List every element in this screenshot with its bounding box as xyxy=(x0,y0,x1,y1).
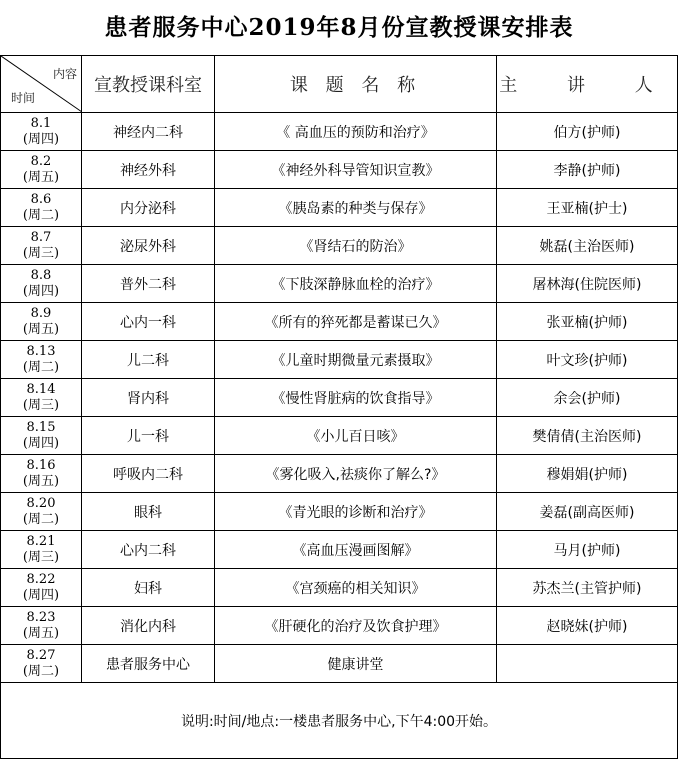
department-cell: 眼科 xyxy=(82,493,215,531)
date-cell xyxy=(1,303,82,341)
topic-cell: 《高血压漫画图解》 xyxy=(215,531,497,569)
department-cell: 妇科 xyxy=(82,569,215,607)
weekday-value: (周四) xyxy=(22,283,60,299)
speaker-cell: 屠林海(住院医师) xyxy=(497,265,678,303)
date-value: 8.27 xyxy=(26,647,56,663)
date-value: 8.8 xyxy=(30,267,52,283)
weekday-value: (周五) xyxy=(22,321,60,337)
weekday-value: (周三) xyxy=(22,245,60,261)
topic-cell: 《所有的猝死都是蓄谋已久》 xyxy=(215,303,497,341)
table-row xyxy=(1,455,678,493)
department-cell: 儿一科 xyxy=(82,417,215,455)
date-value: 8.16 xyxy=(26,457,56,473)
weekday-value: (周五) xyxy=(22,473,60,489)
weekday-value: (周二) xyxy=(22,359,60,375)
speaker-cell: 赵晓妹(护师) xyxy=(497,607,678,645)
date-cell xyxy=(1,493,82,531)
weekday-value: (周五) xyxy=(22,625,60,641)
weekday-value: (周四) xyxy=(22,435,60,451)
date-value: 8.23 xyxy=(26,609,56,625)
department-header: 宣教授课科室 xyxy=(82,56,215,113)
topic-cell: 《神经外科导管知识宣教》 xyxy=(215,151,497,189)
department-cell: 呼吸内二科 xyxy=(82,455,215,493)
date-cell xyxy=(1,455,82,493)
date-value: 8.14 xyxy=(26,381,56,397)
speaker-cell: 姚磊(主治医师) xyxy=(497,227,678,265)
topic-cell: 健康讲堂 xyxy=(215,645,497,683)
header-row xyxy=(1,56,678,113)
date-cell xyxy=(1,607,82,645)
department-cell: 患者服务中心 xyxy=(82,645,215,683)
speaker-cell: 穆娟娟(护师) xyxy=(497,455,678,493)
department-cell: 心内二科 xyxy=(82,531,215,569)
date-value: 8.2 xyxy=(30,153,52,169)
date-cell xyxy=(1,417,82,455)
department-cell: 心内一科 xyxy=(82,303,215,341)
speaker-cell: 樊倩倩(主治医师) xyxy=(497,417,678,455)
topic-header: 课 题 名 称 xyxy=(215,56,497,113)
weekday-value: (周四) xyxy=(22,587,60,603)
date-value: 8.21 xyxy=(26,533,56,549)
table-row xyxy=(1,531,678,569)
weekday-value: (周四) xyxy=(22,131,60,147)
topic-cell: 《胰岛素的种类与保存》 xyxy=(215,189,497,227)
table-row xyxy=(1,113,678,151)
department-cell: 普外二科 xyxy=(82,265,215,303)
speaker-cell: 苏杰兰(主管护师) xyxy=(497,569,678,607)
date-cell xyxy=(1,645,82,683)
topic-cell: 《下肢深静脉血栓的治疗》 xyxy=(215,265,497,303)
date-value: 8.7 xyxy=(30,229,52,245)
table-row xyxy=(1,151,678,189)
speaker-cell: 马月(护师) xyxy=(497,531,678,569)
date-cell xyxy=(1,113,82,151)
date-cell xyxy=(1,227,82,265)
date-value: 8.6 xyxy=(30,191,52,207)
speaker-cell: 李静(护师) xyxy=(497,151,678,189)
schedule-table xyxy=(0,55,678,759)
department-cell: 神经内二科 xyxy=(82,113,215,151)
topic-cell: 《 高血压的预防和治疗》 xyxy=(215,113,497,151)
speaker-cell: 张亚楠(护师) xyxy=(497,303,678,341)
table-row xyxy=(1,189,678,227)
corner-time-label: 时间 xyxy=(11,91,36,105)
speaker-cell: 叶文珍(护师) xyxy=(497,341,678,379)
date-value: 8.20 xyxy=(26,495,56,511)
table-row xyxy=(1,645,678,683)
topic-cell: 《儿童时期微量元素摄取》 xyxy=(215,341,497,379)
weekday-value: (周二) xyxy=(22,511,60,527)
date-value: 8.15 xyxy=(26,419,56,435)
corner-header-cell xyxy=(1,56,82,113)
topic-cell: 《雾化吸入,祛痰你了解么?》 xyxy=(215,455,497,493)
table-row xyxy=(1,417,678,455)
department-cell: 肾内科 xyxy=(82,379,215,417)
table-row xyxy=(1,227,678,265)
date-cell xyxy=(1,189,82,227)
corner-content-label: 内容 xyxy=(52,67,77,81)
topic-cell: 《肾结石的防治》 xyxy=(215,227,497,265)
department-cell: 泌尿外科 xyxy=(82,227,215,265)
speaker-header: 主 讲 人 xyxy=(497,56,678,113)
note-row xyxy=(1,683,678,759)
weekday-value: (周二) xyxy=(22,207,60,223)
weekday-value: (周五) xyxy=(22,169,60,185)
weekday-value: (周三) xyxy=(22,549,60,565)
topic-cell: 《宫颈癌的相关知识》 xyxy=(215,569,497,607)
department-cell: 内分泌科 xyxy=(82,189,215,227)
date-cell xyxy=(1,151,82,189)
table-row xyxy=(1,303,678,341)
speaker-cell: 王亚楠(护士) xyxy=(497,189,678,227)
page-title: 患者服务中心2019年8月份宣教授课安排表 xyxy=(104,14,574,41)
topic-cell: 《小儿百日咳》 xyxy=(215,417,497,455)
table-row xyxy=(1,379,678,417)
department-cell: 消化内科 xyxy=(82,607,215,645)
date-value: 8.22 xyxy=(26,571,56,587)
date-cell xyxy=(1,341,82,379)
speaker-cell xyxy=(497,645,678,683)
table-row xyxy=(1,493,678,531)
date-value: 8.1 xyxy=(30,115,52,131)
weekday-value: (周三) xyxy=(22,397,60,413)
speaker-cell: 伯方(护师) xyxy=(497,113,678,151)
date-cell xyxy=(1,379,82,417)
table-row xyxy=(1,607,678,645)
speaker-cell: 姜磊(副高医师) xyxy=(497,493,678,531)
department-cell: 神经外科 xyxy=(82,151,215,189)
note-text: 说明:时间/地点:一楼患者服务中心,下午4:00开始。 xyxy=(1,683,678,759)
speaker-cell: 余会(护师) xyxy=(497,379,678,417)
table-row xyxy=(1,265,678,303)
weekday-value: (周二) xyxy=(22,663,60,679)
date-value: 8.13 xyxy=(26,343,56,359)
date-value: 8.9 xyxy=(30,305,52,321)
date-cell xyxy=(1,531,82,569)
topic-cell: 《慢性肾脏病的饮食指导》 xyxy=(215,379,497,417)
topic-cell: 《肝硬化的治疗及饮食护理》 xyxy=(215,607,497,645)
table-row xyxy=(1,341,678,379)
table-row xyxy=(1,569,678,607)
date-cell xyxy=(1,569,82,607)
topic-cell: 《青光眼的诊断和治疗》 xyxy=(215,493,497,531)
date-cell xyxy=(1,265,82,303)
department-cell: 儿二科 xyxy=(82,341,215,379)
